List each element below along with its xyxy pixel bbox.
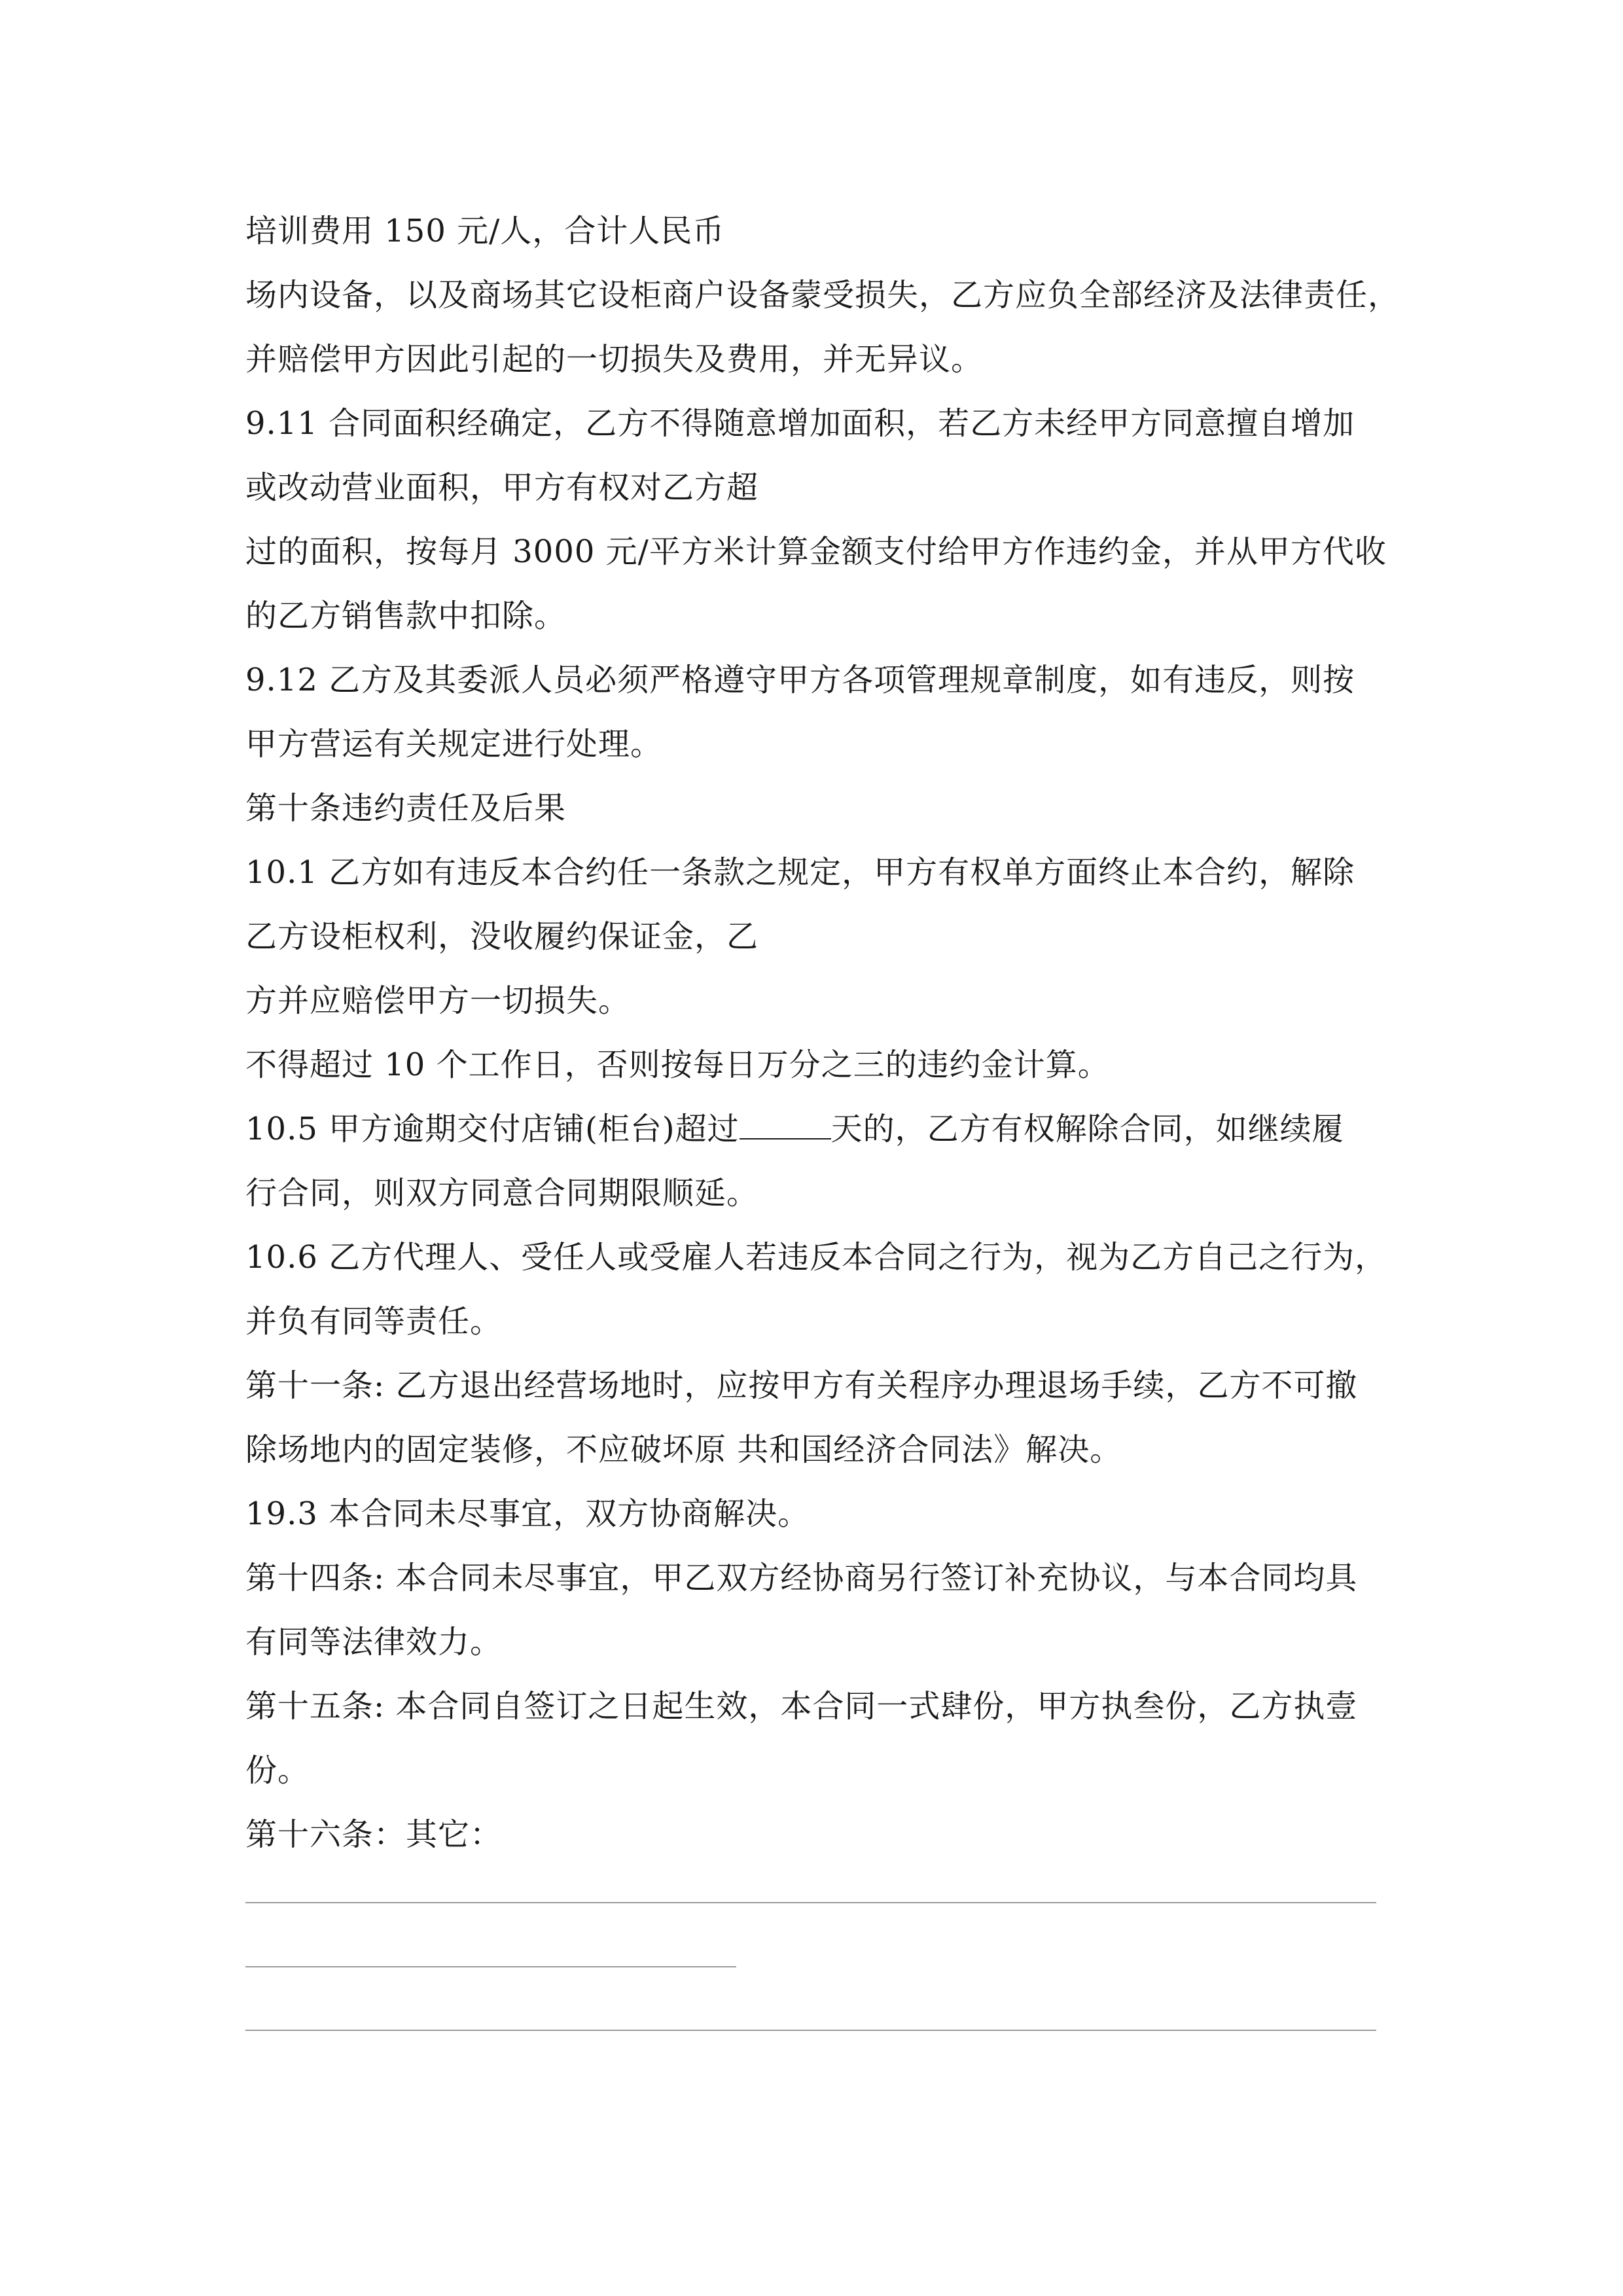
text-line: 第十五条: 本合同自签订之日起生效，本合同一式肆份，甲方执叁份，乙方执壹: [245, 1688, 1358, 1725]
text-line: 过的面积，按每月 3000 元/平方米计算金额支付给甲方作违约金，并从甲方代收: [245, 533, 1387, 570]
signature-line: [245, 2030, 1376, 2031]
text-line: 甲方营运有关规定进行处理。: [245, 726, 663, 762]
contract-text: [245, 199, 1400, 1867]
text-line: 并赔偿甲方因此引起的一切损失及费用，并无异议。: [245, 341, 984, 378]
text-line: 9.12 乙方及其委派人员必须严格遵守甲方各项管理规章制度，如有违反，则按: [245, 662, 1355, 698]
text-line: 不得超过 10 个工作日，否则按每日万分之三的违约金计算。: [245, 1047, 1110, 1083]
signature-line: [245, 1902, 1376, 1903]
text-line: 19.3 本合同未尽事宜，双方协商解决。: [245, 1496, 810, 1532]
text-line: 份。: [245, 1752, 310, 1789]
text-line: 行合同，则双方同意合同期限顺延。: [245, 1175, 759, 1211]
section-heading: 第十条违约责任及后果: [245, 790, 567, 827]
text-line: 第十一条: 乙方退出经营场地时，应按甲方有关程序办理退场手续，乙方不可撤: [245, 1367, 1358, 1404]
text-line-with-blank: [245, 1097, 1384, 1161]
text-line: 场内设备，以及商场其它设柜商户设备蒙受损失，乙方应负全部经济及法律责任，: [245, 277, 1400, 314]
text-line: 或改动营业面积，甲方有权对乙方超: [245, 469, 759, 506]
text-line: 第十六条：其它：: [245, 1816, 503, 1853]
text-line: 并负有同等责任。: [245, 1303, 503, 1340]
signature-line-short: [245, 1966, 736, 1967]
text-line: 的乙方销售款中扣除。: [245, 598, 567, 634]
text-line: 培训费用 150 元/人，合计人民币: [245, 213, 725, 249]
text-segment: 天的，乙方有权解除合同，如继续履: [830, 1111, 1344, 1147]
text-segment: 10.5 甲方逾期交付店铺(柜台)超过: [245, 1111, 740, 1147]
text-line: 乙方设柜权利，没收履约保证金，乙: [245, 918, 759, 955]
text-line: 9.11 合同面积经确定，乙方不得随意增加面积，若乙方未经甲方同意擅自增加: [245, 405, 1355, 442]
text-line: 有同等法律效力。: [245, 1624, 503, 1660]
text-line: 方并应赔偿甲方一切损失。: [245, 982, 631, 1019]
text-line: 10.1 乙方如有违反本合约任一条款之规定，甲方有权单方面终止本合约，解除: [245, 854, 1355, 891]
fill-in-blank: [740, 1109, 831, 1139]
text-line: 第十四条: 本合同未尽事宜，甲乙双方经协商另行签订补充协议，与本合同均具: [245, 1560, 1358, 1596]
text-line: 10.6 乙方代理人、受任人或受雇人若违反本合同之行为，视为乙方自己之行为，: [245, 1239, 1387, 1276]
text-line: 除场地内的固定装修，不应破坏原 共和国经济合同法》解决。: [245, 1431, 1122, 1468]
